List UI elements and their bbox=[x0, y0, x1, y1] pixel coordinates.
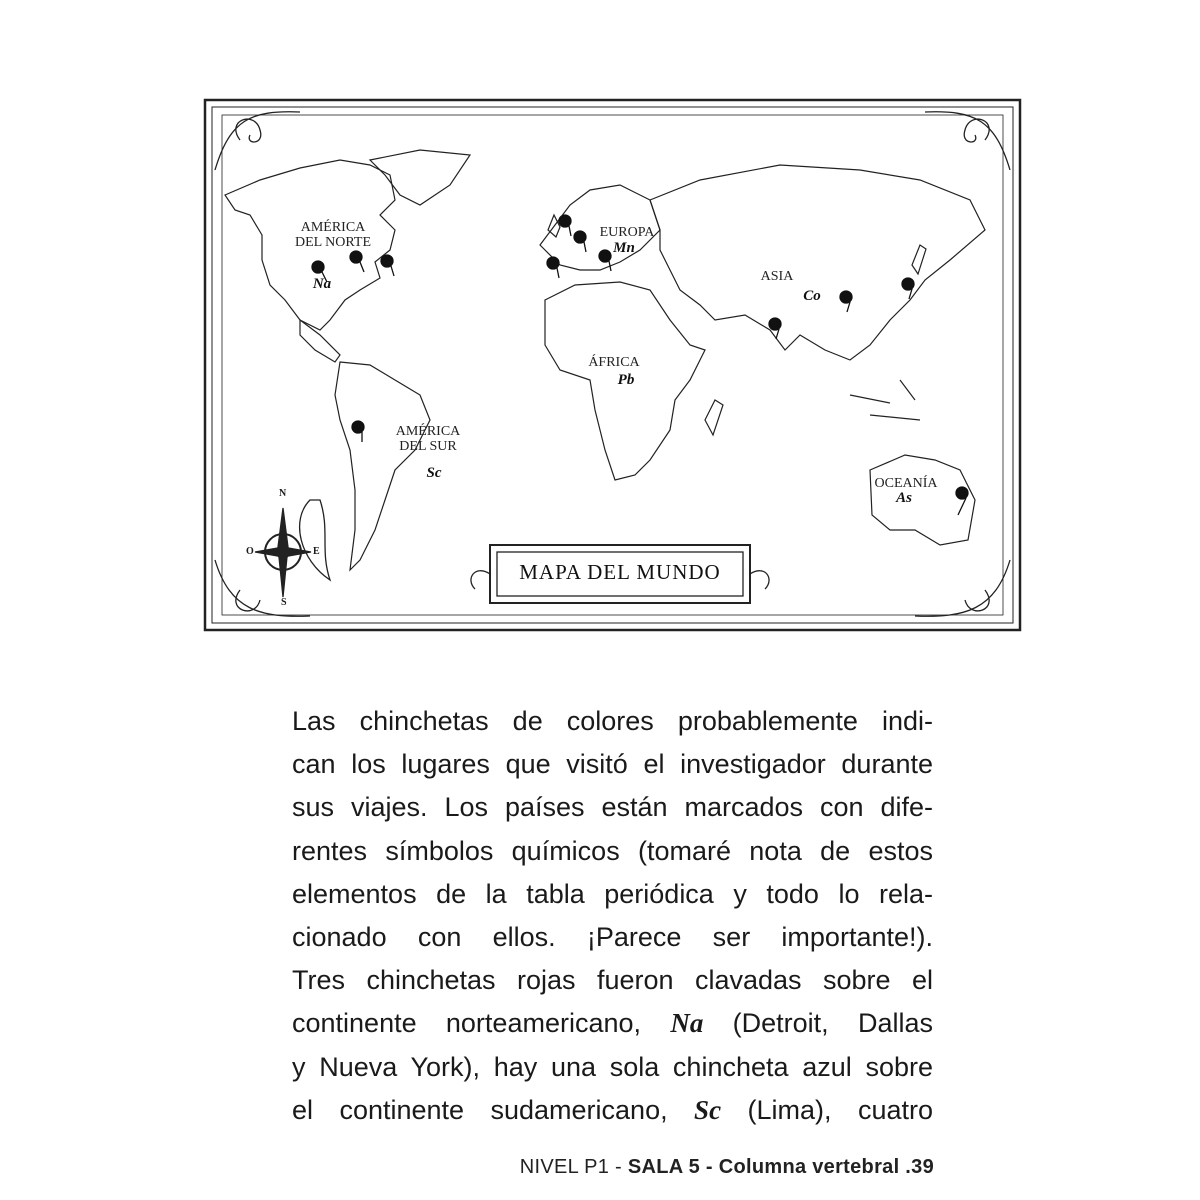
pin-asia-2 bbox=[840, 291, 852, 312]
symbol-co: Co bbox=[803, 288, 821, 304]
text-line: can los lugares que visitó el investigador durante bbox=[292, 749, 933, 780]
region-label-asia: ASIA bbox=[760, 269, 794, 284]
text-line: y Nueva York), hay una sola chincheta azul sobre bbox=[292, 1051, 933, 1082]
text-line: cionado con ellos. ¡Parece ser importante!). bbox=[292, 922, 933, 953]
pin-europe-1 bbox=[559, 215, 571, 236]
region-label-south-america: AMÉRICA DEL SUR bbox=[395, 424, 461, 454]
text-line: elementos de la tabla periódica y todo lo rela- bbox=[292, 878, 933, 909]
text-line: Tres chinchetas rojas fueron clavadas sobre el bbox=[292, 965, 933, 996]
compass-rose-icon bbox=[255, 508, 311, 597]
indonesia bbox=[850, 380, 920, 420]
pin-new-york bbox=[381, 255, 394, 276]
south-america bbox=[335, 362, 430, 570]
pin-dallas bbox=[350, 251, 364, 272]
madagascar bbox=[705, 400, 723, 435]
region-label-europe: EUROPA bbox=[599, 225, 655, 240]
symbol-na-inline: Na bbox=[670, 1008, 704, 1039]
text-segment: el continente sudamericano, bbox=[292, 1094, 668, 1125]
australia bbox=[870, 455, 975, 545]
region-label-north-america: AMÉRICA DEL NORTE bbox=[294, 220, 372, 250]
compass-north-label: N bbox=[279, 488, 287, 499]
greenland bbox=[370, 150, 470, 205]
asia bbox=[650, 165, 985, 360]
text-line: sus viajes. Los países están marcados con dife- bbox=[292, 792, 933, 823]
region-label-oceania: OCEANÍA bbox=[874, 476, 938, 491]
pin-asia-3 bbox=[902, 278, 914, 299]
text-line bbox=[292, 1002, 933, 1045]
text-segment: (Detroit, Dallas bbox=[732, 1008, 933, 1039]
compass-west-label: O bbox=[246, 546, 254, 557]
text-segment: continente norteamericano, bbox=[292, 1008, 642, 1039]
body-text bbox=[292, 700, 933, 1132]
region-label-africa: ÁFRICA bbox=[588, 355, 640, 370]
central-america bbox=[300, 320, 340, 362]
map-title: MAPA DEL MUNDO bbox=[519, 560, 721, 584]
symbol-sc-inline: Sc bbox=[694, 1094, 722, 1125]
text-line bbox=[292, 1089, 933, 1132]
footer-level: NIVEL P1 - bbox=[519, 1156, 623, 1178]
pin-lima bbox=[352, 421, 364, 442]
text-line: rentes símbolos químicos (tomaré nota de estos bbox=[292, 835, 933, 866]
symbol-as: As bbox=[896, 490, 912, 506]
pin-oceania bbox=[956, 487, 968, 515]
symbol-sc: Sc bbox=[426, 465, 442, 481]
symbol-na: Na bbox=[312, 276, 332, 292]
compass-south-label: S bbox=[281, 597, 287, 608]
page-footer bbox=[520, 1156, 934, 1179]
footer-section: SALA 5 - Columna vertebral .39 bbox=[627, 1156, 934, 1178]
pin-europe-2 bbox=[574, 231, 586, 252]
symbol-pb: Pb bbox=[617, 372, 635, 388]
pin-europe-3 bbox=[547, 257, 559, 278]
japan bbox=[912, 245, 926, 274]
text-line: Las chinchetas de colores probablemente indi- bbox=[292, 706, 933, 736]
text-segment: (Lima), cuatro bbox=[747, 1094, 933, 1125]
symbol-mn: Mn bbox=[613, 240, 635, 256]
compass-east-label: E bbox=[313, 546, 320, 557]
